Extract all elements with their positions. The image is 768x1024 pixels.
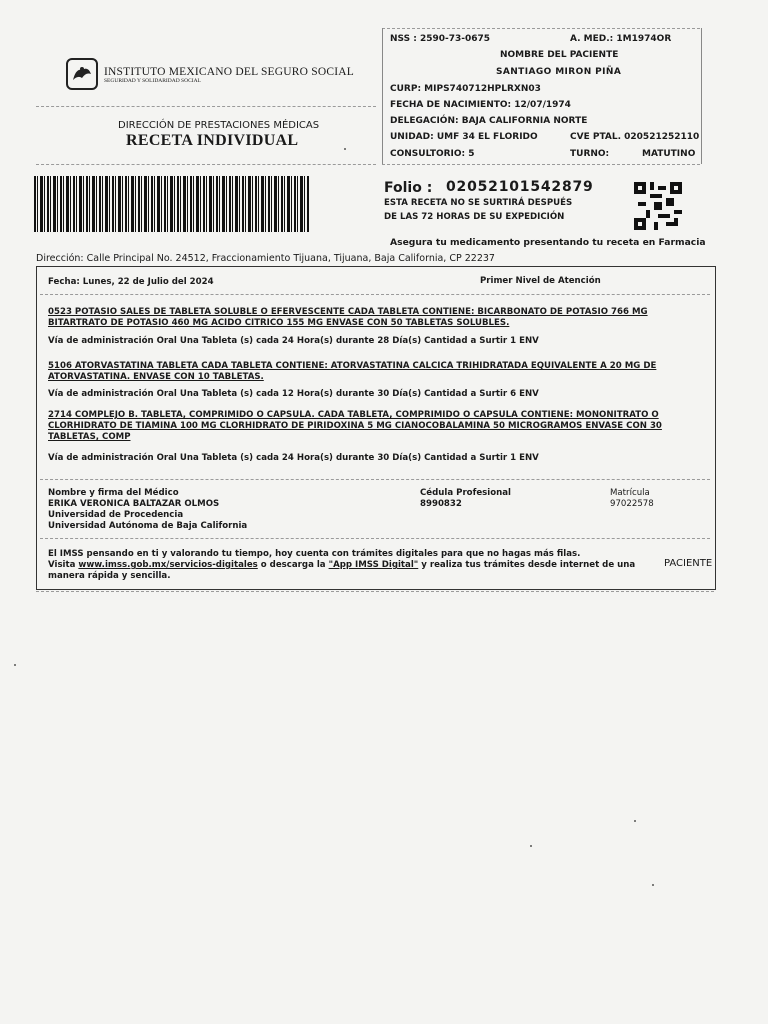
imss-digital-link[interactable]: www.imss.gob.mx/servicios-digitales (78, 560, 258, 570)
med-3-line-2: CLORHIDRATO DE TIAMINA 100 MG CLORHIDRATO DE PIRIDOXINA 5 MG CIANOCOBALAMINA 50 MICROGRAMOS ENVASE CON 30 (48, 421, 662, 431)
speck (652, 884, 654, 886)
folio-warning-1: ESTA RECETA NO SE SURTIRÁ DESPUÉS (384, 198, 573, 208)
speck (634, 820, 636, 822)
speck (344, 148, 346, 150)
visita-text: Visita (48, 560, 79, 570)
prescription-date: Fecha: Lunes, 22 de Julio del 2024 (48, 277, 214, 287)
med-2-dosage: Vía de administración Oral Una Tableta (s) cada 12 Hora(s) durante 30 Día(s) Cantidad a Surtir 6 ENV (48, 389, 539, 399)
divider (36, 106, 376, 107)
app-imss-digital-link[interactable]: "App IMSS Digital" (328, 560, 419, 570)
med-3-dosage: Vía de administración Oral Una Tableta (s) cada 24 Hora(s) durante 30 Día(s) Cantidad a Surtir 1 ENV (48, 453, 539, 463)
address: Dirección: Calle Principal No. 24512, Fraccionamiento Tijuana, Tijuana, Baja California, CP 22237 (36, 253, 495, 264)
digital-notice-line-1: El IMSS pensando en ti y valorando tu tiempo, hoy cuenta con trámites digitales para que no hagas más filas. (48, 549, 581, 559)
department-name: DIRECCIÓN DE PRESTACIONES MÉDICAS (118, 120, 320, 131)
folio-warning-2: DE LAS 72 HORAS DE SU EXPEDICIÓN (384, 212, 565, 222)
divider (36, 591, 714, 592)
a-med: A. MED.: 1M1974OR (570, 34, 672, 44)
cve-ptal: CVE PTAL. 020521252110 (570, 132, 700, 142)
patient-name-label: NOMBRE DEL PACIENTE (500, 50, 619, 60)
matricula-number: 97022578 (610, 499, 654, 509)
farmacia-notice: Asegura tu medicamento presentando tu receta en Farmacia (390, 237, 706, 248)
patient-info-box (382, 28, 702, 164)
cedula-number: 8990832 (420, 499, 462, 509)
med-3-line-3: TABLETAS, COMP (48, 432, 131, 442)
med-2-line-1: 5106 ATORVASTATINA TABLETA CADA TABLETA CONTIENE: ATORVASTATINA CALCICA TRIHIDRATADA EQUIVALENTE A 20 MG DE (48, 361, 657, 371)
doctor-name: ERIKA VERONICA BALTAZAR OLMOS (48, 499, 220, 509)
med-1-line-2: BITARTRATO DE POTASIO 460 MG ACIDO CITRICO 155 MG ENVASE CON 50 TABLETAS SOLUBLES. (48, 318, 510, 328)
doctor-label: Nombre y firma del Médico (48, 488, 179, 498)
speck (14, 664, 16, 666)
folio-label: Folio : (384, 180, 433, 196)
matricula-label: Matrícula (610, 488, 650, 498)
university-name: Universidad Autónoma de Baja California (48, 521, 248, 531)
imss-logo-icon (66, 58, 98, 90)
unidad: UNIDAD: UMF 34 EL FLORIDO (390, 132, 538, 142)
tramites-text: y realiza tus trámites desde internet de una (418, 560, 636, 570)
qr-code (634, 182, 682, 230)
divider (40, 479, 710, 480)
delegacion: DELEGACIÓN: BAJA CALIFORNIA NORTE (390, 116, 588, 126)
med-2-line-2: ATORVASTATINA. ENVASE CON 10 TABLETAS. (48, 372, 264, 382)
divider (40, 538, 710, 539)
med-3-line-1: 2714 COMPLEJO B. TABLETA, COMPRIMIDO O CAPSULA. CADA TABLETA, COMPRIMIDO O CAPSULA CONTIENE: MONONITRATO O (48, 410, 659, 420)
barcode (34, 176, 310, 232)
digital-notice-line-3: manera rápida y sencilla. (48, 571, 171, 581)
digital-notice-line-2 (48, 560, 635, 571)
med-1-line-1: 0523 POTASIO SALES DE TABLETA SOLUBLE O EFERVESCENTE CADA TABLETA CONTIENE: BICARBONATO DE POTASIO 766 MG (48, 307, 648, 317)
folio-number: 02052101542879 (446, 179, 594, 195)
consultorio: CONSULTORIO: 5 (390, 149, 475, 159)
university-label: Universidad de Procedencia (48, 510, 184, 520)
descarga-text: o descarga la (257, 560, 329, 570)
nss: NSS : 2590-73-0675 (390, 34, 491, 44)
institution-slogan: SEGURIDAD Y SOLIDARIDAD SOCIAL (104, 78, 201, 84)
turno-label: TURNO: (570, 149, 610, 159)
copy-label: PACIENTE (664, 558, 713, 569)
med-1-dosage: Vía de administración Oral Una Tableta (s) cada 24 Hora(s) durante 28 Día(s) Cantidad a Surtir 1 ENV (48, 336, 539, 346)
cedula-label: Cédula Profesional (420, 488, 511, 498)
divider (36, 164, 376, 165)
birth-date: FECHA DE NACIMIENTO: 12/07/1974 (390, 100, 571, 110)
turno: MATUTINO (642, 149, 696, 159)
divider (382, 164, 700, 165)
patient-name: SANTIAGO MIRON PIÑA (496, 67, 622, 77)
institution-name: INSTITUTO MEXICANO DEL SEGURO SOCIAL (104, 66, 354, 78)
divider (40, 294, 710, 295)
speck (530, 845, 532, 847)
document-title: RECETA INDIVIDUAL (126, 132, 299, 149)
curp: CURP: MIPS740712HPLRXN03 (390, 84, 541, 94)
attention-level: Primer Nivel de Atención (480, 276, 601, 286)
